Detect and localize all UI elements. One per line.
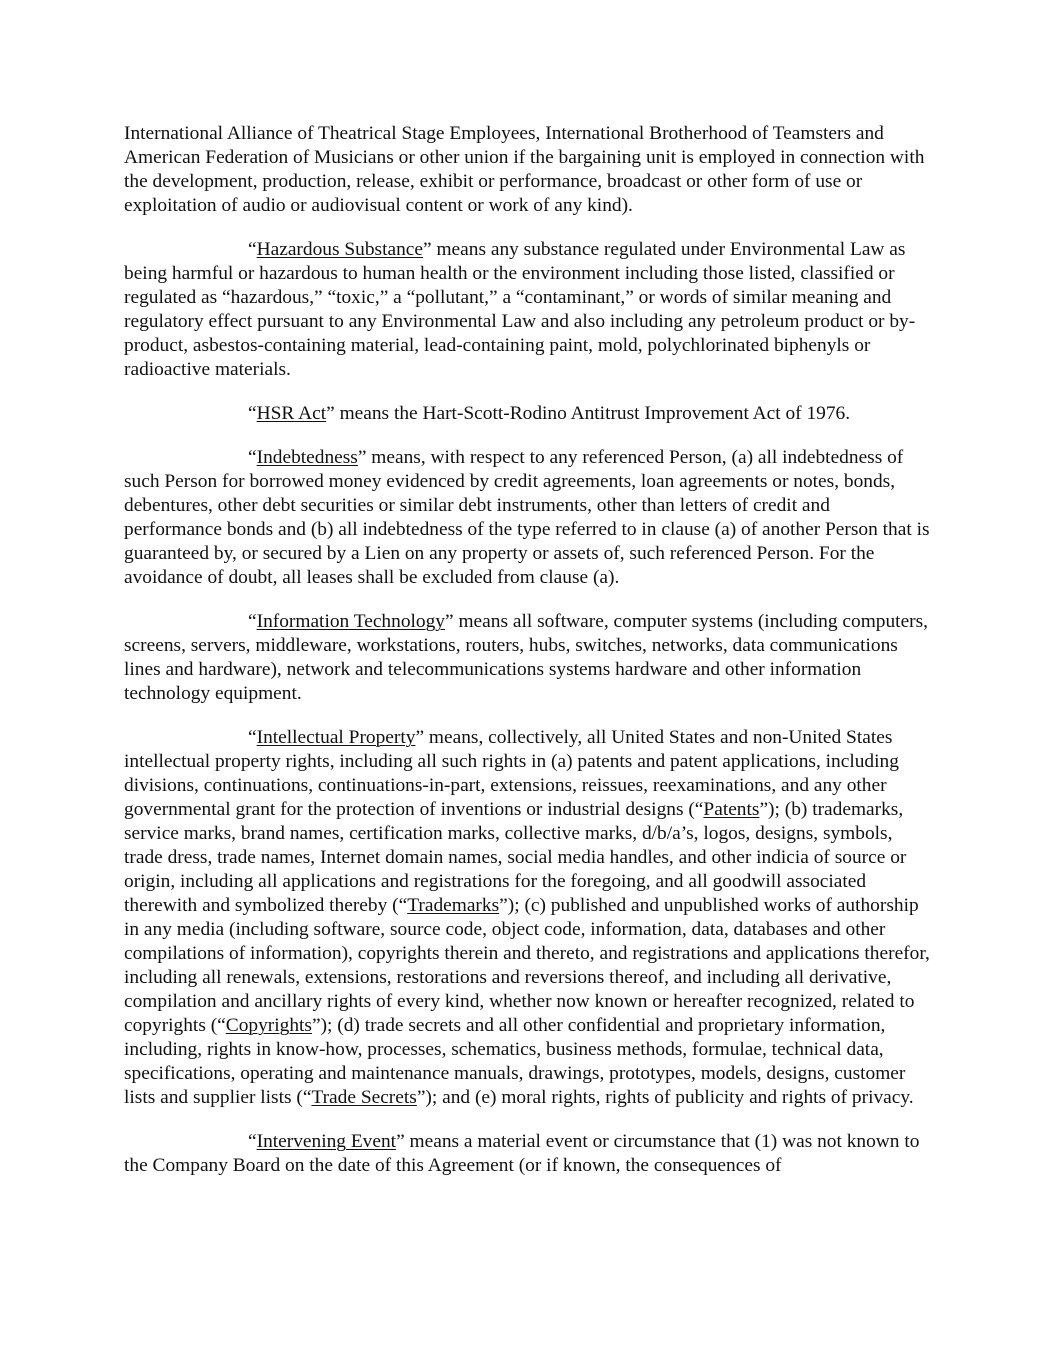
defined-term-indebtedness: Indebtedness — [256, 447, 358, 468]
defined-term-copyrights: Copyrights — [225, 1015, 312, 1036]
text-run: ” means, collectively, all United States and non-United States intellectual property rights, including all such rights in (a) patents and patent applications, including divisions, continuations, continuations-in-part, extensions, reissues, reexaminations, and any other governmental grant for the protection of inventions or industrial designs (“ — [124, 727, 899, 820]
text-run: “ — [248, 727, 257, 748]
paragraph-hsr-act — [124, 402, 932, 426]
defined-term-intellectual-property: Intellectual Property — [256, 727, 416, 748]
defined-term-information-technology: Information Technology — [256, 611, 445, 632]
text-run: “ — [248, 403, 257, 424]
text-run: ” means, with respect to any referenced Person, (a) all indebtedness of such Person for borrowed money evidenced by credit agreements, loan agreements or notes, bonds, debentures, other debt securities or similar debt instruments, other than letters of credit and performance bonds and (b) all indebtedness of the type referred to in clause (a) of another Person that is guaranteed by, or secured by a Lien on any property or assets of, such referenced Person. For the avoidance of doubt, all leases shall be excluded from clause (a). — [124, 447, 930, 588]
text-run: “ — [248, 239, 257, 260]
paragraph-intellectual-property — [124, 726, 932, 1110]
text-run: ”); (c) published and unpublished works of authorship in any media (including software, source code, object code, information, data, databases and other compilations of information), copyrights therein and thereto, and registrations and applications therefor, including all renewals, extensions, restorations and reversions thereof, and including all derivative, compilation and ancillary rights of every kind, whether now known or hereafter recognized, related to copyrights (“ — [124, 895, 930, 1036]
text-run: ”); (d) trade secrets and all other confidential and proprietary information, including, rights in know-how, processes, schematics, business methods, formulae, technical data, specifications, operating and maintenance manuals, drawings, prototypes, models, designs, customer lists and supplier lists (“ — [124, 1015, 906, 1108]
text-run: “ — [248, 1131, 257, 1152]
defined-term-intervening-event: Intervening Event — [256, 1131, 397, 1152]
text-run: “ — [248, 611, 257, 632]
paragraph-hazardous-substance — [124, 238, 932, 382]
text-run: “ — [248, 447, 257, 468]
defined-term-trade-secrets: Trade Secrets — [311, 1087, 417, 1108]
text-run: International Alliance of Theatrical Stage Employees, International Brotherhood of Teamsters and American Federation of Musicians or other union if the bargaining unit is employed in connection with the development, production, release, exhibit or performance, broadcast or other form of use or exploitation of audio or audiovisual content or work of any kind). — [124, 123, 925, 216]
text-run: ” means all software, computer systems (including computers, screens, servers, middleware, workstations, routers, hubs, switches, networks, data communications lines and hardware), network and telecommunications systems hardware and other information technology equipment. — [124, 611, 929, 704]
text-run: ”); and (e) moral rights, rights of publicity and rights of privacy. — [416, 1087, 914, 1108]
defined-term-patents: Patents — [703, 799, 760, 820]
paragraph-indebtedness — [124, 446, 932, 590]
text-run: ”); (b) trademarks, service marks, brand names, certification marks, collective marks, d/b/a’s, logos, designs, symbols, trade dress, trade names, Internet domain names, social media handles, and other indicia of source or origin, including all applications and registrations for the foregoing, and all goodwill associated therewith and symbolized thereby (“ — [124, 799, 907, 916]
defined-term-trademarks: Trademarks — [407, 895, 500, 916]
paragraph-information-technology — [124, 610, 932, 706]
text-run: ” means any substance regulated under Environmental Law as being harmful or hazardous to human health or the environment including those listed, classified or regulated as “hazardous,” “toxic,” a “pollutant,” a “contaminant,” or words of similar meaning and regulatory effect pursuant to any Environmental Law and also including any petroleum product or by-product, asbestos-containing material, lead-containing paint, mold, polychlorinated biphenyls or radioactive materials. — [124, 239, 916, 380]
paragraph-intervening-event — [124, 1130, 932, 1178]
text-run: ” means a material event or circumstance that (1) was not known to the Company Board on the date of this Agreement (or if known, the consequences of — [124, 1131, 920, 1176]
paragraph-union-continuation — [124, 122, 932, 218]
text-run: ” means the Hart-Scott-Rodino Antitrust Improvement Act of 1976. — [326, 403, 851, 424]
defined-term-hsr-act: HSR Act — [256, 403, 327, 424]
document-page — [124, 122, 932, 1178]
defined-term-hazardous-substance: Hazardous Substance — [256, 239, 423, 260]
